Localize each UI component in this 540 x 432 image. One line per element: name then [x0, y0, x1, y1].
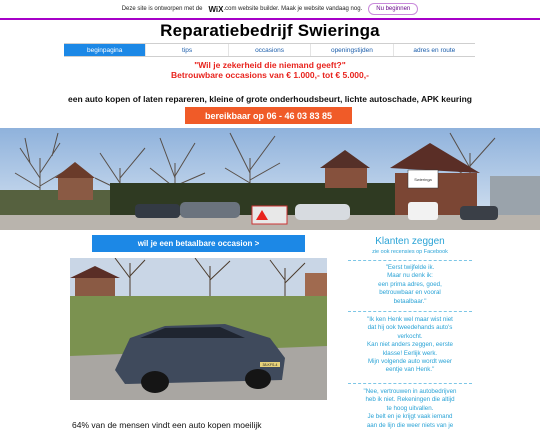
reviews-separator — [348, 260, 472, 261]
review-quote-2 — [344, 316, 476, 375]
slogan-question: "Wil je zekerheid die niemand geeft?" — [194, 60, 346, 70]
review-quote-1 — [344, 264, 476, 306]
review-line: eentje van Henk." — [385, 366, 435, 374]
review-line: betaalbaar." — [393, 297, 427, 305]
tab-openingstijden[interactable]: openingstijden — [311, 44, 393, 56]
review-line: verkocht. — [397, 332, 423, 340]
main-nav — [64, 43, 475, 57]
statistic-text: 64% van de mensen vindt een auto kopen moeilijk — [72, 420, 262, 430]
wix-banner-text-before: Deze site is ontworpen met de — [121, 6, 203, 12]
license-plate: 38-KFS-4 — [262, 363, 278, 367]
tab-beginpagina[interactable]: beginpagina — [64, 44, 146, 56]
garage-photo-illustration — [0, 128, 540, 230]
wix-banner-text-after: .com website builder. Maak je website vandaag nog. — [223, 6, 363, 12]
review-line: klasse! Eerlijk werk. — [382, 349, 438, 357]
review-line: Je belt en je krijgt vaak iemand — [367, 413, 453, 421]
review-line: heb ik niet. Rekeningen die altijd — [365, 396, 455, 404]
car-photo-illustration — [70, 258, 327, 400]
reviews-separator — [348, 383, 472, 384]
tab-adres-en-route[interactable]: adres en route — [413, 46, 456, 54]
review-line: te hoog uitvallen. — [386, 404, 434, 412]
review-line: aan de lijn die weer niets van je — [366, 421, 454, 429]
review-line: "Ik ken Henk wel maar wist niet — [367, 316, 453, 323]
review-line: "Nee, vertrouwen in autobedrijven — [363, 388, 457, 395]
tab-occasions[interactable]: occasions — [229, 44, 311, 56]
slogan-price-range: Betrouwbare occasions van € 1.000,- tot € 5.000,- — [171, 70, 369, 80]
site-title: Reparatiebedrijf Swieringa — [160, 21, 380, 40]
review-line: betrouwbaar en vooral — [379, 289, 441, 297]
review-line: Mijn volgende auto wordt weer — [368, 358, 452, 366]
tab-tips[interactable]: tips — [146, 44, 228, 56]
reviews-title: Klanten zeggen — [375, 236, 445, 247]
wix-logo[interactable]: WiX — [208, 4, 224, 14]
reviews-separator — [348, 311, 472, 312]
services-text: een auto kopen of laten repareren, kleine of grote onderhoudsbeurt, lichte autoschade, APK keuring — [68, 94, 472, 104]
review-line: dat hij ook tweedehands auto's — [367, 324, 453, 332]
wix-banner — [0, 0, 540, 20]
shop-sign: Swieringa — [414, 177, 432, 182]
occasion-button[interactable]: wil je een betaalbare occasion > — [92, 235, 305, 252]
review-quote-3 — [344, 388, 476, 430]
car-photo — [70, 258, 327, 400]
review-line: Maar nu denk ik: — [387, 272, 433, 280]
review-line: "Eerst twijfelde ik. — [385, 264, 435, 271]
phone-button[interactable]: bereikbaar op 06 - 46 03 83 85 — [185, 107, 352, 124]
facebook-reviews-link[interactable]: zie ook recensies op Facebook — [372, 249, 448, 255]
review-line: Kan niet anders zeggen, eerste — [367, 341, 453, 349]
wix-start-button[interactable]: Nu beginnen — [368, 3, 418, 15]
review-line: een prima adres, goed, — [378, 280, 442, 288]
garage-photo — [0, 128, 540, 230]
